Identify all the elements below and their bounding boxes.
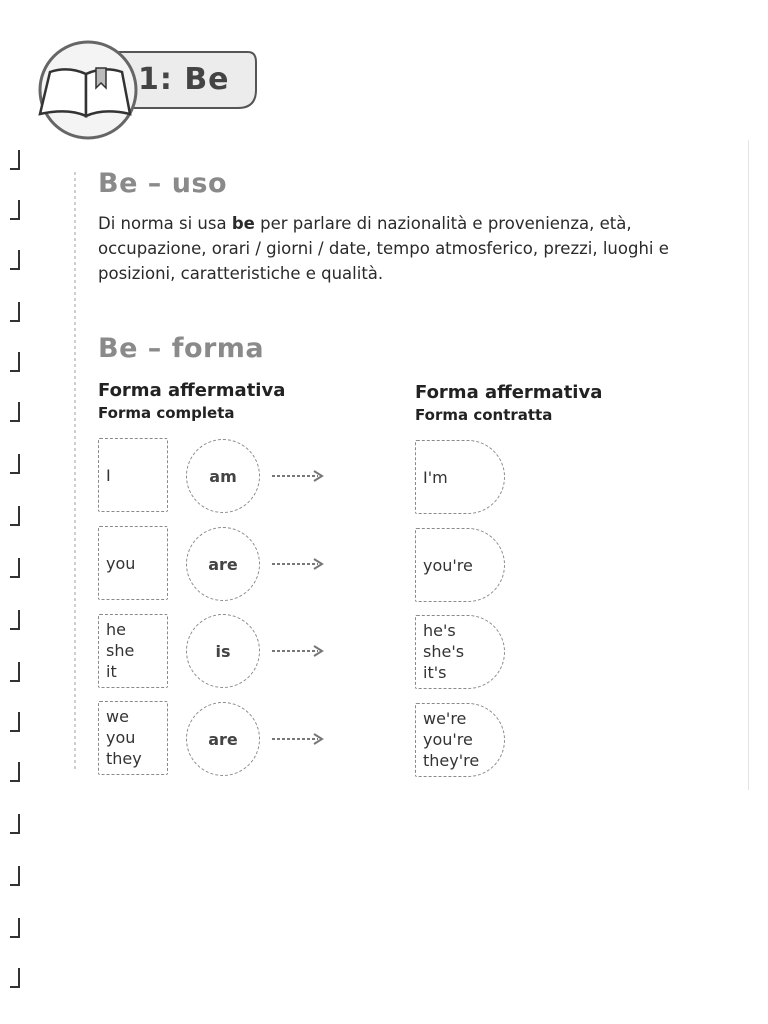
contracted-form: we're: [423, 709, 467, 728]
contracted-form: I'm: [423, 467, 448, 487]
dotted-margin-line: [74, 172, 76, 772]
binding-tick: [10, 968, 20, 988]
pronoun: you: [106, 553, 136, 573]
pronoun: it: [106, 662, 117, 681]
binding-tick: [10, 454, 20, 474]
verb-circle: am: [186, 439, 260, 513]
binding-tick: [10, 352, 20, 372]
binding-tick: [10, 610, 20, 630]
pronoun-box: [98, 614, 168, 688]
contracted-box: [415, 440, 505, 514]
right-rule: [748, 140, 749, 790]
binding-tick: [10, 506, 20, 526]
contracted-form: you're: [423, 730, 473, 749]
binding-tick: [10, 866, 20, 886]
right-subheading: Forma contratta: [415, 406, 553, 424]
pronoun-box: [98, 526, 168, 600]
pronoun: I: [106, 465, 111, 485]
pronoun-box: [98, 438, 168, 512]
binding-tick: [10, 918, 20, 938]
contracted-form: they're: [423, 751, 480, 770]
left-heading: Forma affermativa: [98, 380, 286, 401]
arrow-right-icon: [270, 644, 326, 658]
right-heading: Forma affermativa: [415, 382, 603, 403]
verb-circle: are: [186, 702, 260, 776]
binding-tick: [10, 762, 20, 782]
binding-tick: [10, 814, 20, 834]
arrow-right-icon: [270, 732, 326, 746]
pronoun: she: [106, 641, 135, 660]
contracted-box: [415, 703, 505, 777]
arrow-right-icon: [270, 469, 326, 483]
binding-ticks: [6, 50, 20, 1020]
binding-tick: [10, 712, 20, 732]
binding-tick: [10, 150, 20, 170]
uso-text-bold: be: [231, 214, 255, 233]
pronoun: we: [106, 707, 129, 726]
pronoun: you: [106, 728, 136, 747]
left-subheading: Forma completa: [98, 404, 235, 422]
uso-title: Be – uso: [98, 168, 228, 199]
uso-text-start: Di norma si usa: [98, 214, 232, 233]
contracted-form: she's: [423, 642, 465, 661]
binding-tick: [10, 558, 20, 578]
binding-tick: [10, 200, 20, 220]
binding-tick: [10, 662, 20, 682]
contracted-box: [415, 615, 505, 689]
pronoun-box: [98, 701, 168, 775]
arrow-right-icon: [270, 557, 326, 571]
uso-text-end: per parlare di nazionalità e provenienza, età, occupazione, orari / giorni / date, tempo atmosferico, prezzi, luoghi e posizioni, caratteristiche e qualità.: [98, 214, 669, 283]
forma-title: Be – forma: [98, 333, 265, 364]
contracted-form: you're: [423, 555, 473, 575]
binding-tick: [10, 250, 20, 270]
pronoun: he: [106, 620, 126, 639]
binding-tick: [10, 302, 20, 322]
contracted-box: [415, 528, 505, 602]
verb-circle: is: [186, 614, 260, 688]
binding-tick: [10, 402, 20, 422]
contracted-form: he's: [423, 621, 456, 640]
unit-title: 1: Be: [138, 62, 230, 97]
pronoun: they: [106, 749, 142, 768]
verb-circle: are: [186, 527, 260, 601]
uso-paragraph: [98, 211, 678, 286]
contracted-form: it's: [423, 663, 447, 682]
open-book-icon: [40, 68, 130, 116]
